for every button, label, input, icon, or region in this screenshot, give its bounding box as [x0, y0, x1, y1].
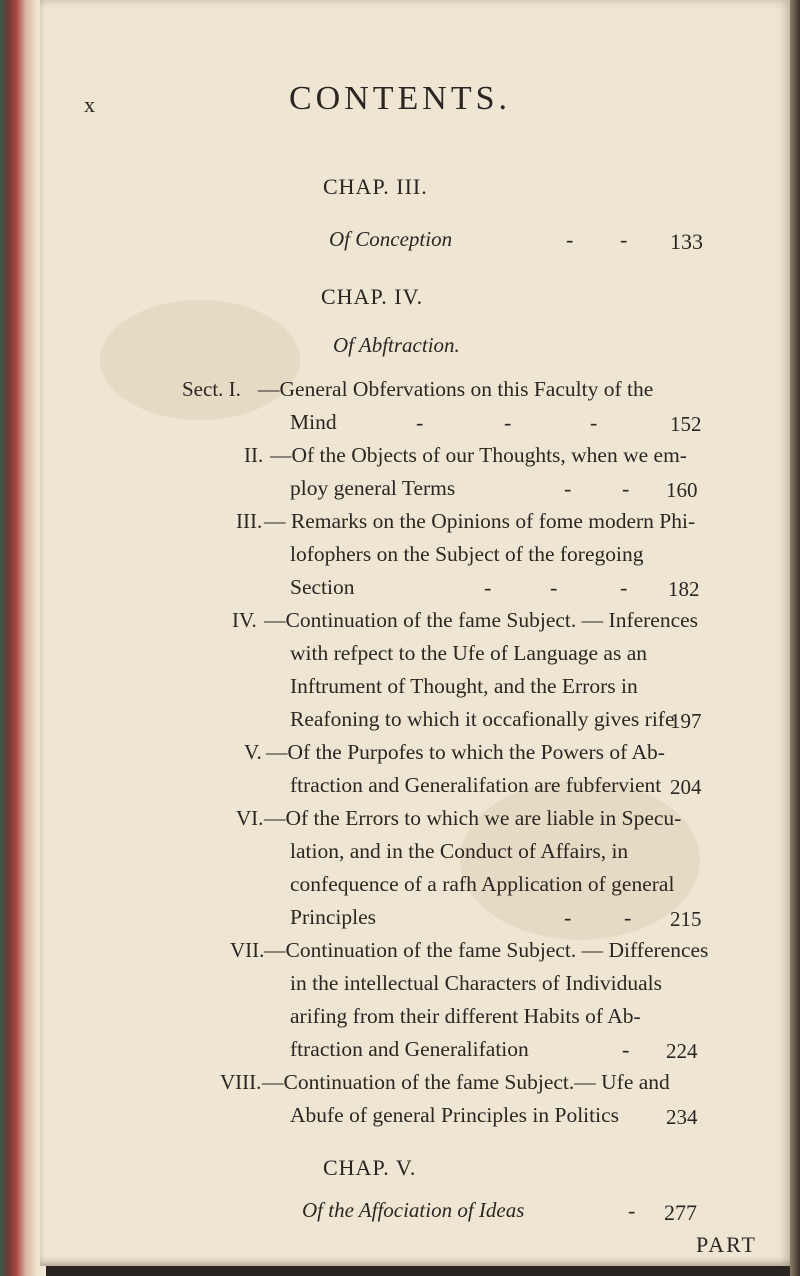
- section-number: VII.: [230, 938, 265, 962]
- section-number: Sect. I.: [182, 377, 241, 401]
- leader-dash: -: [590, 410, 598, 435]
- section-title-line: —Of the Errors to which we are liable in Specu-: [264, 806, 682, 830]
- section-page-number: 204: [670, 775, 702, 799]
- section-title-line: with refpect to the Ufe of Language as an: [290, 641, 647, 665]
- chapter-subtitle: Of the Affociation of Ideas: [302, 1198, 525, 1222]
- section-page-number: 197: [670, 709, 702, 733]
- chapter-heading: CHAP. IV.: [321, 284, 424, 309]
- leader-dash: -: [628, 1198, 636, 1223]
- section-page-number: 160: [666, 478, 698, 502]
- leader-dash: -: [566, 227, 574, 252]
- section-title-line: Abufe of general Principles in Politics: [290, 1103, 619, 1127]
- catchword: PART: [696, 1232, 757, 1257]
- leader-dash: -: [624, 905, 632, 930]
- leader-dash: -: [484, 575, 492, 600]
- section-number: III.: [236, 509, 263, 533]
- section-number: VI.: [236, 806, 264, 830]
- section-title-line: Principles: [290, 905, 376, 929]
- chapter-page-number: 277: [664, 1200, 697, 1225]
- section-title-line: ftraction and Generalifation: [290, 1037, 529, 1061]
- section-title-line: —Continuation of the fame Subject. — Differences: [264, 938, 709, 962]
- leader-dash: -: [564, 905, 572, 930]
- section-title-line: Section: [290, 575, 355, 599]
- section-title-line: —Continuation of the fame Subject. — Inferences: [264, 608, 699, 632]
- running-title: CONTENTS.: [288, 80, 512, 117]
- section-number: IV.: [232, 608, 257, 632]
- chapter-page-number: 133: [670, 229, 703, 254]
- leader-dash: -: [622, 476, 630, 501]
- section-title-line: —Of the Purpofes to which the Powers of Ab-: [266, 740, 665, 764]
- chapter-subtitle: Of Abftraction.: [333, 333, 460, 357]
- section-title-line: —Of the Objects of our Thoughts, when we em-: [270, 443, 687, 467]
- section-title-line: arifing from their different Habits of Ab-: [290, 1004, 641, 1028]
- section-title-line: — Remarks on the Opinions of fome modern Phi-: [264, 509, 696, 533]
- leader-dash: -: [564, 476, 572, 501]
- section-title-line: —General Obfervations on this Faculty of the: [258, 377, 654, 401]
- page-edge-shadow: [790, 0, 800, 1276]
- section-title-line: Inftrument of Thought, and the Errors in: [290, 674, 638, 698]
- section-page-number: 215: [670, 907, 702, 931]
- leader-dash: -: [550, 575, 558, 600]
- section-title-line: —Continuation of the fame Subject.— Ufe and: [262, 1070, 670, 1094]
- section-title-line: ploy general Terms: [290, 476, 456, 500]
- section-page-number: 224: [666, 1039, 698, 1063]
- section-title-line: Reafoning to which it occafionally gives rife: [290, 707, 675, 731]
- chapter-subtitle: Of Conception: [329, 227, 453, 251]
- section-title-line: lofophers on the Subject of the foregoing: [290, 542, 644, 566]
- section-page-number: 182: [668, 577, 700, 601]
- section-number: VIII.: [220, 1070, 262, 1094]
- section-title-line: lation, and in the Conduct of Affairs, in: [290, 839, 629, 863]
- section-number: II.: [244, 443, 264, 467]
- section-title-line: Mind: [290, 410, 337, 434]
- chapter-heading: CHAP. III.: [323, 174, 428, 199]
- leader-dash: -: [416, 410, 424, 435]
- leader-dash: -: [622, 1037, 630, 1062]
- section-number: V.: [244, 740, 262, 764]
- chapter-heading: CHAP. V.: [323, 1155, 417, 1180]
- section-page-number: 152: [670, 412, 702, 436]
- section-title-line: confequence of a rafh Application of general: [290, 872, 675, 896]
- section-title-line: in the intellectual Characters of Individuals: [290, 971, 662, 995]
- leader-dash: -: [620, 227, 628, 252]
- page-stain: [100, 300, 300, 420]
- section-page-number: 234: [666, 1105, 698, 1129]
- leader-dash: -: [504, 410, 512, 435]
- page-number: x: [84, 92, 95, 117]
- section-title-line: ftraction and Generalifation are fubfervient: [290, 773, 662, 797]
- leader-dash: -: [620, 575, 628, 600]
